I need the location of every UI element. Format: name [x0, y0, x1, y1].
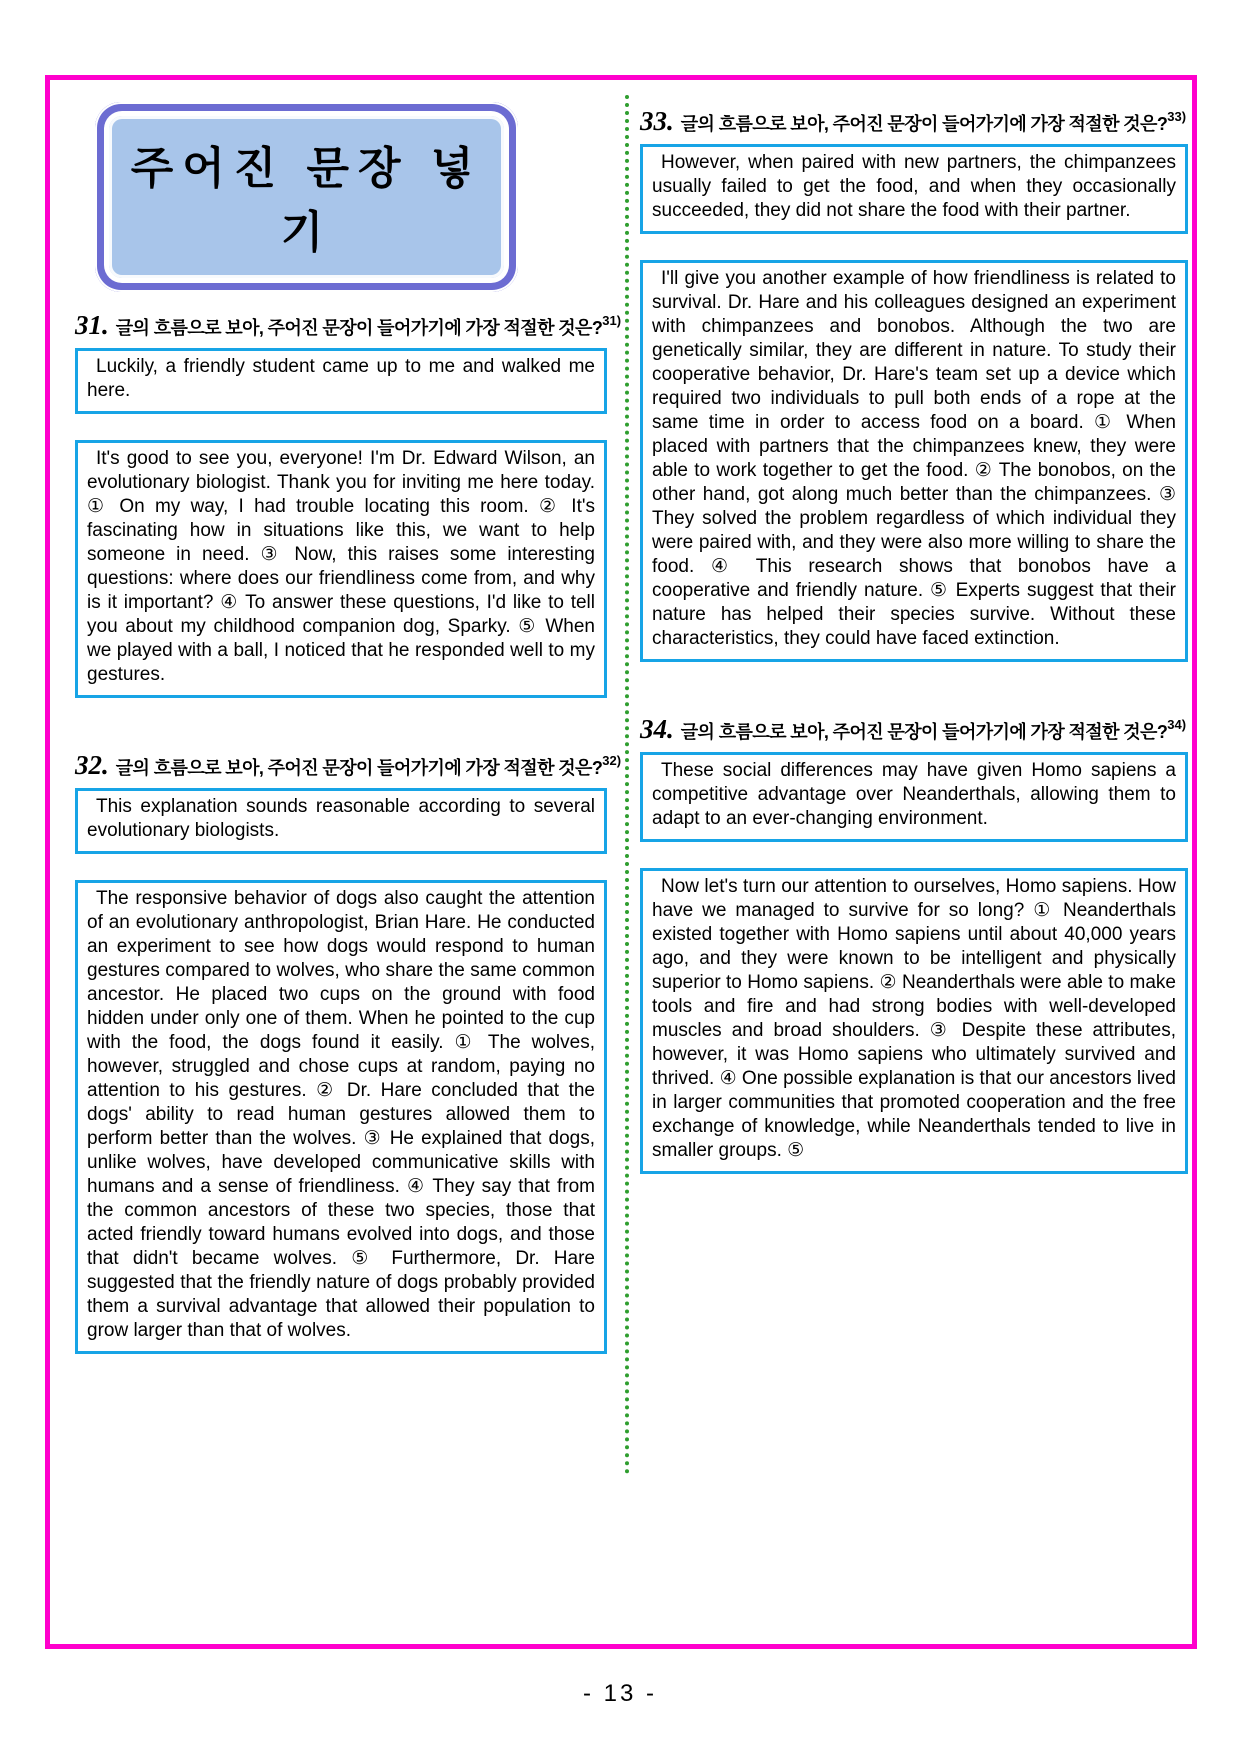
question-32-given-sentence-box	[75, 788, 607, 854]
right-column	[640, 106, 1188, 1174]
question-33-given-sentence: However, when paired with new partners, the chimpanzees usually failed to get the food, and when they occasionally succeeded, they did not share the food with their partner.	[652, 152, 1176, 221]
section-title: 주어진 문장 넣기	[130, 144, 483, 257]
question-32-given-sentence: This explanation sounds reasonable according to several evolutionary biologists.	[87, 796, 595, 841]
section-title-fill	[109, 116, 504, 278]
question-31-header	[75, 310, 622, 341]
question-34-footnote-marker: 34)	[1167, 717, 1187, 732]
question-32-number: 32.	[75, 750, 109, 780]
question-33-passage-box	[640, 260, 1188, 662]
left-column	[75, 102, 622, 1354]
question-34	[640, 714, 1188, 1174]
question-32-header	[75, 750, 622, 781]
question-31-passage: It's good to see you, everyone! I'm Dr. Edward Wilson, an evolutionary biologist. Thank you for inviting me here today. ① On my way, I had trouble locating this room. ② It's fascinating how in situations like this, we want to help someone in need. ③ Now, this raises some interesting questions: where does our friendliness come from, and why is it important? ④ To answer these questions, I'd like to tell you about my childhood companion dog, Sparky. ⑤ When we played with a ball, I noticed that he responded well to my gestures.	[87, 448, 595, 685]
question-31-footnote-marker: 31)	[602, 313, 622, 328]
question-33-given-sentence-box	[640, 144, 1188, 234]
section-title-box	[95, 102, 518, 292]
question-32-passage: The responsive behavior of dogs also caught the attention of an evolutionary anthropologist, Brian Hare. He conducted an experiment to see how dogs would respond to human gestures compared to wolves, who share the same common ancestor. He placed two cups on the ground with food hidden under only one of them. When he pointed to the cup with the food, the dogs found it easily. ① The wolves, however, struggled and chose cups at random, paying no attention to his gestures. ② Dr. Hare concluded that the dogs' ability to read human gestures allowed them to perform better than the wolves. ③ He explained that dogs, unlike wolves, have developed communicative skills with humans and a sense of friendliness. ④ They say that from the common ancestors of these two species, those that acted friendly toward humans evolved into dogs, and those that didn't became wolves. ⑤ Furthermore, Dr. Hare suggested that the friendly nature of dogs probably provided them a survival advantage that allowed their population to grow larger than that of wolves.	[87, 888, 595, 1341]
question-32-footnote-marker: 32)	[602, 753, 622, 768]
question-31-given-sentence: Luckily, a friendly student came up to me and walked me here.	[87, 356, 595, 401]
question-33-header	[640, 106, 1188, 137]
question-32-prompt: 글의 흐름으로 보아, 주어진 문장이 들어가기에 가장 적절한 것은?	[115, 758, 603, 778]
question-34-prompt: 글의 흐름으로 보아, 주어진 문장이 들어가기에 가장 적절한 것은?	[680, 722, 1168, 742]
question-31-passage-box	[75, 440, 607, 698]
question-31-given-sentence-box	[75, 348, 607, 414]
question-34-header	[640, 714, 1188, 745]
question-32-passage-box	[75, 880, 607, 1354]
question-31-prompt: 글의 흐름으로 보아, 주어진 문장이 들어가기에 가장 적절한 것은?	[115, 318, 603, 338]
page-number: - 13 -	[582, 1680, 657, 1707]
question-34-passage: Now let's turn our attention to ourselves, Homo sapiens. How have we managed to survive for so long? ① Neanderthals existed together with Homo sapiens until about 40,000 years ago, and they were known to be intelligent and physically superior to Homo sapiens. ② Neanderthals were able to make tools and fire and had strong bodies with well-developed muscles and broad shoulders. ③ Despite these attributes, however, it was Homo sapiens who ultimately survived and thrived. ④ One possible explanation is that our ancestors lived in larger communities that promoted cooperation and the free exchange of knowledge, while Neanderthals tended to live in smaller groups. ⑤	[652, 876, 1176, 1161]
page-border-frame	[45, 75, 1197, 1649]
question-31	[75, 310, 622, 698]
column-divider	[625, 95, 629, 1475]
question-34-number: 34.	[640, 714, 674, 744]
question-33-prompt: 글의 흐름으로 보아, 주어진 문장이 들어가기에 가장 적절한 것은?	[680, 114, 1168, 134]
question-31-number: 31.	[75, 310, 109, 340]
question-32	[75, 750, 622, 1354]
question-33-passage: I'll give you another example of how friendliness is related to survival. Dr. Hare and his colleagues designed an experiment with chimpanzees and bonobos. Although the two are genetically similar, they are different in nature. To study their cooperative behavior, Dr. Hare's team set up a device which required two individuals to pull both ends of a rope at the same time in order to access food on a board. ① When placed with partners that the chimpanzees knew, they were able to work together to get the food. ② The bonobos, on the other hand, got along much better than the chimpanzees. ③ They solved the problem regardless of which individual they were paired with, and they were also more willing to share the food. ④ This research shows that bonobos have a cooperative and friendly nature. ⑤ Experts suggest that their nature has helped their species survive. Without these characteristics, they could have faced extinction.	[652, 268, 1176, 649]
question-34-given-sentence-box	[640, 752, 1188, 842]
section-title-ring	[104, 111, 509, 283]
question-33-number: 33.	[640, 106, 674, 136]
question-33	[640, 106, 1188, 662]
question-34-passage-box	[640, 868, 1188, 1174]
question-33-footnote-marker: 33)	[1167, 109, 1187, 124]
question-34-given-sentence: These social differences may have given Homo sapiens a competitive advantage over Neanderthals, allowing them to adapt to an ever-changing environment.	[652, 760, 1176, 829]
